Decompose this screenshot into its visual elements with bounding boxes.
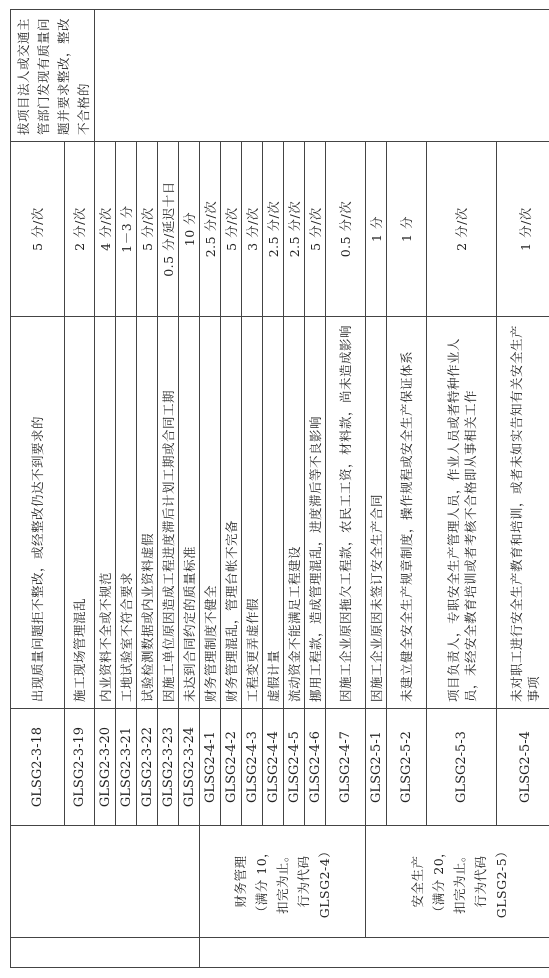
row-description: 未对职工进行安全生产教育和培训，或者未如实告知有关安全生产事项: [497, 317, 549, 709]
row-code: GLSG2-3-18: [11, 709, 65, 826]
row-score: 0.5 分/延迟十日: [158, 142, 179, 317]
row-code: GLSG2-4-2: [221, 709, 242, 826]
row-score: 2.5 分/次: [263, 142, 284, 317]
row-description: 内业资料不全或不规范: [95, 317, 116, 709]
row-description: 财务管理混乱，管理台帐不完备: [221, 317, 242, 709]
row-score: 2.5 分/次: [284, 142, 305, 317]
table-row: [137, 10, 158, 968]
row-description: 因施工单位原因造成工程进度滞后计划工期或合同工期: [158, 317, 179, 709]
table-row: [497, 10, 549, 968]
row-description: 工地试验室不符合要求: [116, 317, 137, 709]
row-description: 施工现场管理混乱: [65, 317, 95, 709]
category-label: 安全生产 （满分 20， 扣完为止。 行为代码 GLSG2-5）: [410, 844, 509, 919]
row-score: 5 分/次: [305, 142, 326, 317]
row-score: 2 分/次: [427, 142, 497, 317]
row-score: 1 分: [366, 142, 387, 317]
table-row: [65, 10, 95, 968]
row-code: GLSG2-4-5: [284, 709, 305, 826]
row-description: 因施工企业原因拖欠工程款，农民工工资，材料款，尚未造成影响: [326, 317, 366, 709]
row-score: 2 分/次: [65, 142, 95, 317]
row-description: 工程变更弄虚作假: [242, 317, 263, 709]
row-description: 试验检测数据或内业资料虚假: [137, 317, 158, 709]
row-description: 流动资金不能满足工程建设: [284, 317, 305, 709]
row-code: GLSG2-3-24: [179, 709, 200, 826]
blank-cell: [200, 938, 549, 968]
row-code: GLSG2-4-1: [200, 709, 221, 826]
row-code: GLSG2-4-3: [242, 709, 263, 826]
row-score: 5 分/次: [137, 142, 158, 317]
table-row: [284, 10, 305, 968]
row-description: 出现质量问题拒不整改，或经整改仍达不到要求的: [11, 317, 65, 709]
row-score: 5 分/次: [11, 142, 65, 317]
table-row: [366, 10, 387, 968]
rotated-page: [10, 10, 539, 968]
row-code: GLSG2-3-23: [158, 709, 179, 826]
row-description: 挪用工程款，造成管理混乱，进度滞后等不良影响: [305, 317, 326, 709]
table-row: [242, 10, 263, 968]
row-score: 1 分: [387, 142, 427, 317]
row-code: GLSG2-4-4: [263, 709, 284, 826]
category-cell-quality: [11, 826, 200, 938]
row-code: GLSG2-3-21: [116, 709, 137, 826]
row-code: GLSG2-4-6: [305, 709, 326, 826]
category-label: 财务管理 （满分 10， 扣完为止。 行为代码 GLSG2-4）: [233, 844, 332, 919]
row-score: 1 分/次: [497, 142, 549, 317]
table-row: [326, 10, 366, 968]
row-code: GLSG2-3-19: [65, 709, 95, 826]
table-row: [263, 10, 284, 968]
row-description: 未达到合同约定的质量标准: [179, 317, 200, 709]
row-code: GLSG2-5-4: [497, 709, 549, 826]
table-row: [427, 10, 497, 968]
row-code: GLSG2-5-3: [427, 709, 497, 826]
table-row: [158, 10, 179, 968]
row-score: 4 分/次: [95, 142, 116, 317]
row-code: GLSG2-3-20: [95, 709, 116, 826]
table-row: [221, 10, 242, 968]
row-score: 0.5 分/次: [326, 142, 366, 317]
row-description: 财务管理制度不健全: [200, 317, 221, 709]
row-description: 虚假计量: [263, 317, 284, 709]
row-code: GLSG2-5-2: [387, 709, 427, 826]
row-description: 未建立健全安全生产规章制度，操作规程或安全生产保证体系: [387, 317, 427, 709]
table-row: [116, 10, 137, 968]
penalty-table: [10, 9, 549, 968]
remark-blank-cell: [95, 10, 549, 142]
table-row: [11, 10, 65, 968]
row-score: 10 分: [179, 142, 200, 317]
row-description: 因施工企业原因未签订安全生产合同: [366, 317, 387, 709]
category-cell-safety: [366, 826, 549, 938]
row-description: 项目负责人，专职安全生产管理人员，作业人员或者特种作业人员，未经安全教育培训或者考核不合格即从事相关工作: [427, 317, 497, 709]
category-cell-finance: [200, 826, 366, 938]
row-score: 1－3 分: [116, 142, 137, 317]
table-row: [387, 10, 427, 968]
table-row: [179, 10, 200, 968]
table-row: [200, 10, 221, 968]
blank-cell: [11, 938, 200, 968]
row-score: 2.5 分/次: [200, 142, 221, 317]
table-row: [305, 10, 326, 968]
row-code: GLSG2-5-1: [366, 709, 387, 826]
remark-cell: 拔项目法人或交通主管部门发现有质量问题并要求整改，整改不合格的: [11, 10, 95, 142]
row-code: GLSG2-3-22: [137, 709, 158, 826]
row-score: 5 分/次: [221, 142, 242, 317]
row-score: 3 分/次: [242, 142, 263, 317]
row-code: GLSG2-4-7: [326, 709, 366, 826]
table-row: [95, 10, 116, 968]
